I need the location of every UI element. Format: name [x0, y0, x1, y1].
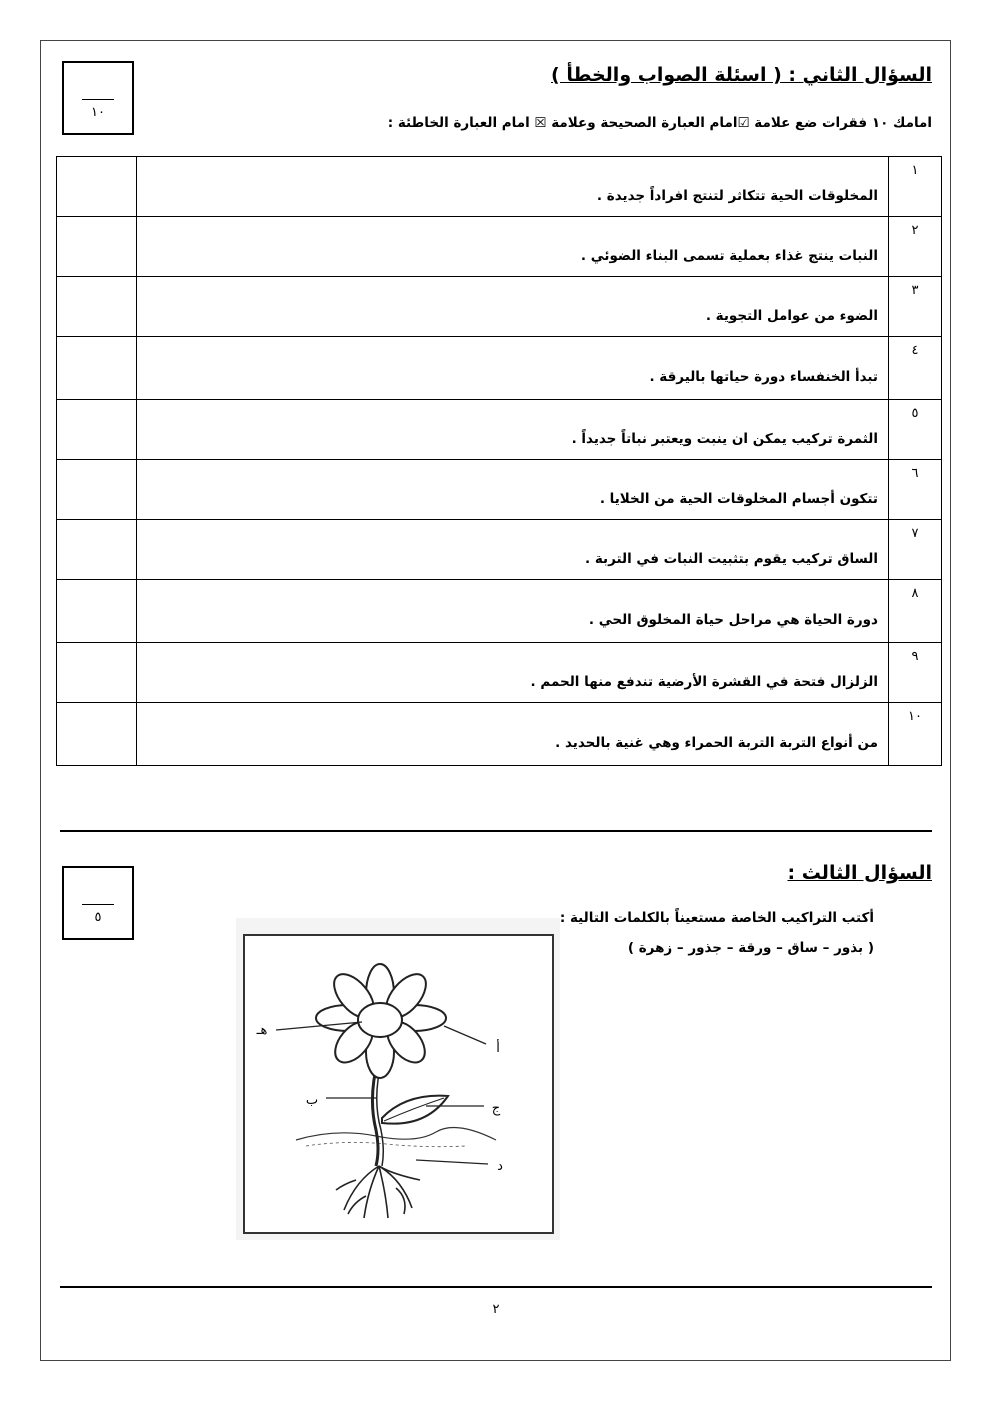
statement-text: تتكون أجسام المخلوقات الحية من الخلايا . [599, 490, 878, 507]
label-d: د [497, 1159, 503, 1174]
item-number: ٧ [889, 520, 942, 580]
table-row [57, 460, 942, 520]
true-false-table [56, 156, 942, 766]
statement-cell [137, 460, 889, 520]
question3-word-bank: ( بذور – ساق – ورقة – جذور – زهرة ) [627, 940, 874, 956]
plant-diagram [236, 918, 560, 1240]
item-number: ٢ [889, 217, 942, 277]
table-row [57, 157, 942, 217]
statement-cell [137, 520, 889, 580]
statement-text: الثمرة تركيب يمكن ان ينبت ويعتبر نباتاً جديداً . [571, 430, 878, 447]
item-number: ٤ [889, 337, 942, 400]
page-number: ٢ [492, 1302, 500, 1317]
answer-cell[interactable] [57, 400, 137, 460]
plant-illustration [236, 918, 560, 1240]
label-b: ب [305, 1093, 319, 1108]
item-number: ٨ [889, 580, 942, 643]
answer-cell[interactable] [57, 643, 137, 703]
item-number: ٦ [889, 460, 942, 520]
statement-text: من أنواع التربة التربة الحمراء وهي غنية بالحديد . [555, 735, 878, 751]
question3-score: ٥ [94, 910, 102, 925]
item-number: ٥ [889, 400, 942, 460]
table-row [57, 217, 942, 277]
score-line [82, 904, 114, 905]
item-number: ٣ [889, 277, 942, 337]
answer-cell[interactable] [57, 277, 137, 337]
label-a: أ [496, 1041, 500, 1056]
statement-text: تبدأ الخنفساء دورة حياتها باليرقة . [649, 369, 878, 385]
answer-cell[interactable] [57, 337, 137, 400]
answer-cell[interactable] [57, 460, 137, 520]
item-number: ١ [889, 157, 942, 217]
statement-cell [137, 400, 889, 460]
item-number: ١٠ [889, 703, 942, 766]
statement-text: الساق تركيب يقوم بتثبيت النبات في التربة . [585, 550, 878, 567]
table-row [57, 337, 942, 400]
question3-instruction: أكتب التراكيب الخاصة مستعيناً بالكلمات التالية : [559, 910, 874, 926]
item-number: ٩ [889, 643, 942, 703]
statement-text: الضوء من عوامل التجوية . [705, 307, 878, 324]
answer-cell[interactable] [57, 580, 137, 643]
table-row [57, 643, 942, 703]
table-row [57, 400, 942, 460]
question2-score: ١٠ [91, 105, 105, 120]
label-h: هـ [256, 1023, 268, 1038]
answer-cell[interactable] [57, 217, 137, 277]
table-row [57, 580, 942, 643]
statement-cell [137, 337, 889, 400]
answer-cell[interactable] [57, 703, 137, 766]
score-line [82, 99, 114, 100]
statement-text: النبات ينتج غذاء بعملية تسمى البناء الضوئي . [580, 247, 878, 264]
statement-text: دورة الحياة هي مراحل حياة المخلوق الحي . [588, 612, 878, 628]
statement-cell [137, 277, 889, 337]
answer-cell[interactable] [57, 520, 137, 580]
answer-cell[interactable] [57, 157, 137, 217]
question3-title: السؤال الثالث : [787, 862, 932, 884]
statement-text: الزلزال فتحة في القشرة الأرضية تندفع منها الحمم . [530, 673, 878, 690]
statement-text: المخلوقات الحية تتكاثر لتنتج افراداً جديدة . [596, 187, 878, 204]
question2-instruction: امامك ١٠ فقرات ضع علامة ☑امام العبارة الصحيحة وعلامة ☒ امام العبارة الخاطئة : [387, 115, 932, 131]
question2-score-box [62, 61, 134, 135]
question3-score-box [62, 866, 134, 940]
statement-cell [137, 580, 889, 643]
question2-title: السؤال الثاني : ( اسئلة الصواب والخطأ ) [551, 64, 932, 86]
label-j: ج [491, 1101, 501, 1116]
table-row [57, 520, 942, 580]
statement-cell [137, 643, 889, 703]
statement-cell [137, 703, 889, 766]
table-row [57, 703, 942, 766]
section-divider [60, 830, 932, 832]
statement-cell [137, 157, 889, 217]
footer-divider [60, 1286, 932, 1288]
statement-cell [137, 217, 889, 277]
table-row [57, 277, 942, 337]
